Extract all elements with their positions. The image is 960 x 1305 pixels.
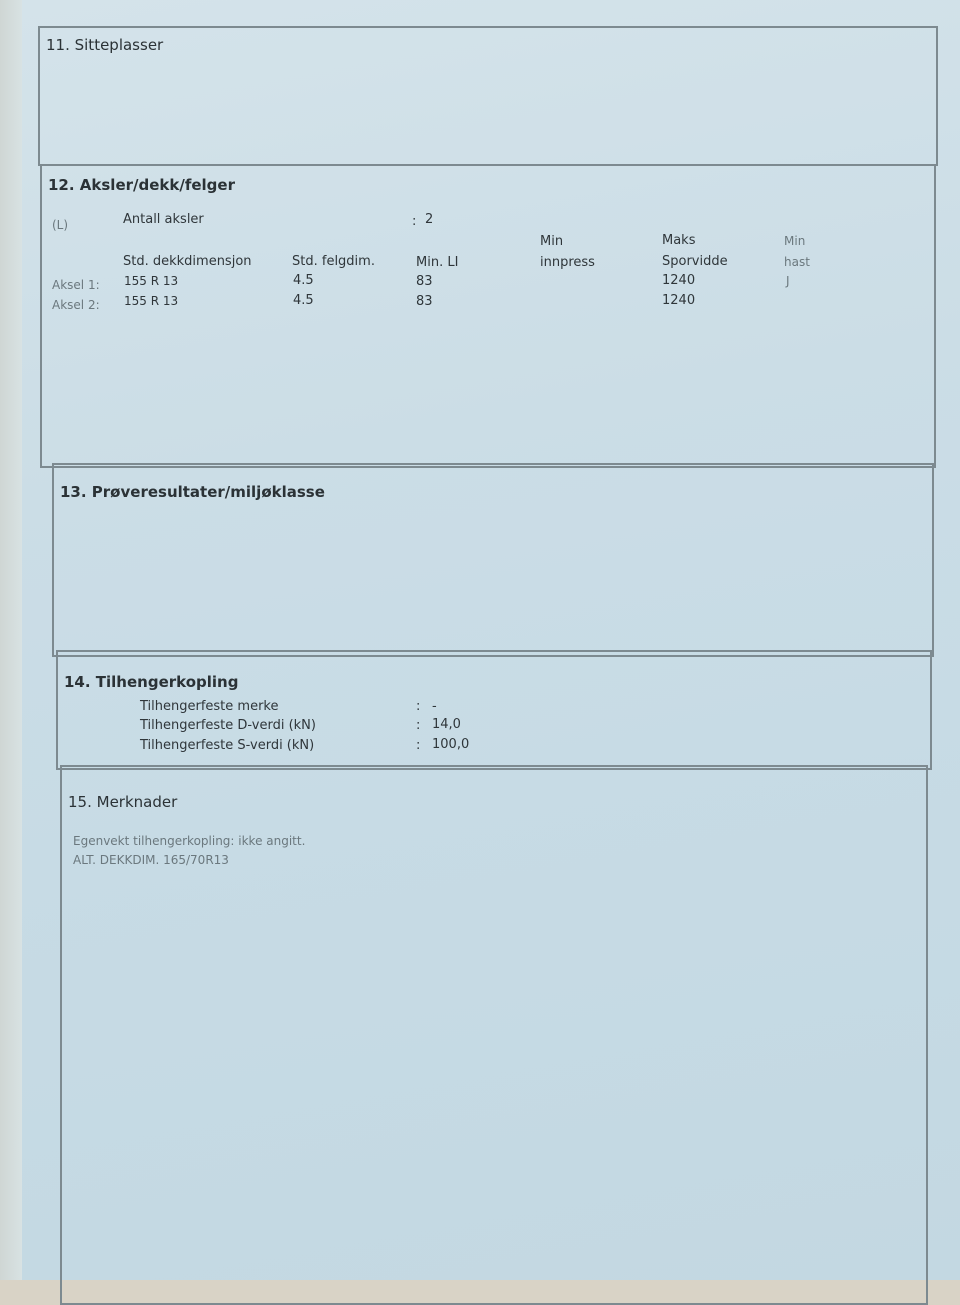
axle-count-sep: : [412, 214, 417, 229]
axle-1-rim: 4.5 [293, 273, 314, 288]
trailer-hitch-s-value-label: Tilhengerfeste S-verdi (kN) [140, 738, 315, 753]
axle-1-tire: 155 R 13 [124, 274, 179, 288]
section-11-box [38, 26, 938, 166]
section-13-title: 13. Prøveresultater/miljøklasse [60, 483, 325, 501]
header-tire-dim: Std. dekkdimensjon [123, 254, 252, 269]
axle-2-label: Aksel 2: [52, 298, 100, 312]
section-12-title: 12. Aksler/dekk/felger [48, 176, 235, 194]
section-12-code: (L) [52, 218, 69, 232]
trailer-hitch-d-value: 14,0 [432, 717, 461, 732]
page-edge [0, 0, 22, 1280]
axle-1-track: 1240 [662, 273, 696, 288]
section-12-box [40, 164, 936, 468]
axle-count-label: Antall aksler [123, 212, 204, 227]
trailer-hitch-d-value-sep: : [416, 718, 421, 733]
header-min-innpress-line2: innpress [540, 255, 595, 270]
axle-2-rim: 4.5 [293, 293, 314, 308]
trailer-hitch-d-value-label: Tilhengerfeste D-verdi (kN) [140, 718, 316, 733]
header-min-li: Min. LI [416, 255, 459, 270]
section-11-title: 11. Sitteplasser [46, 36, 164, 54]
header-max-track-line1: Maks [662, 233, 696, 248]
trailer-hitch-brand-value: - [432, 699, 437, 714]
axle-2-tire: 155 R 13 [124, 294, 179, 308]
header-min-innpress-line1: Min [540, 234, 564, 249]
header-min-speed-line1: Min [784, 234, 806, 248]
axle-count-value: 2 [425, 212, 434, 227]
axle-1-label: Aksel 1: [52, 278, 100, 292]
trailer-hitch-brand-label: Tilhengerfeste merke [140, 699, 279, 714]
remark-line-2: ALT. DEKKDIM. 165/70R13 [73, 853, 229, 867]
trailer-hitch-s-value: 100,0 [432, 737, 470, 752]
remark-line-1: Egenvekt tilhengerkopling: ikke angitt. [73, 834, 306, 848]
section-14-title: 14. Tilhengerkopling [64, 673, 239, 691]
header-rim-dim: Std. felgdim. [292, 254, 375, 269]
axle-2-li: 83 [416, 294, 433, 309]
trailer-hitch-s-value-sep: : [416, 738, 421, 753]
axle-1-li: 83 [416, 274, 433, 289]
section-15-title: 15. Merknader [68, 793, 178, 811]
header-min-speed-line2: hast [784, 255, 810, 269]
axle-1-speed: J [786, 274, 790, 288]
trailer-hitch-brand-sep: : [416, 699, 421, 714]
header-max-track-line2: Sporvidde [662, 254, 728, 269]
axle-2-track: 1240 [662, 293, 696, 308]
